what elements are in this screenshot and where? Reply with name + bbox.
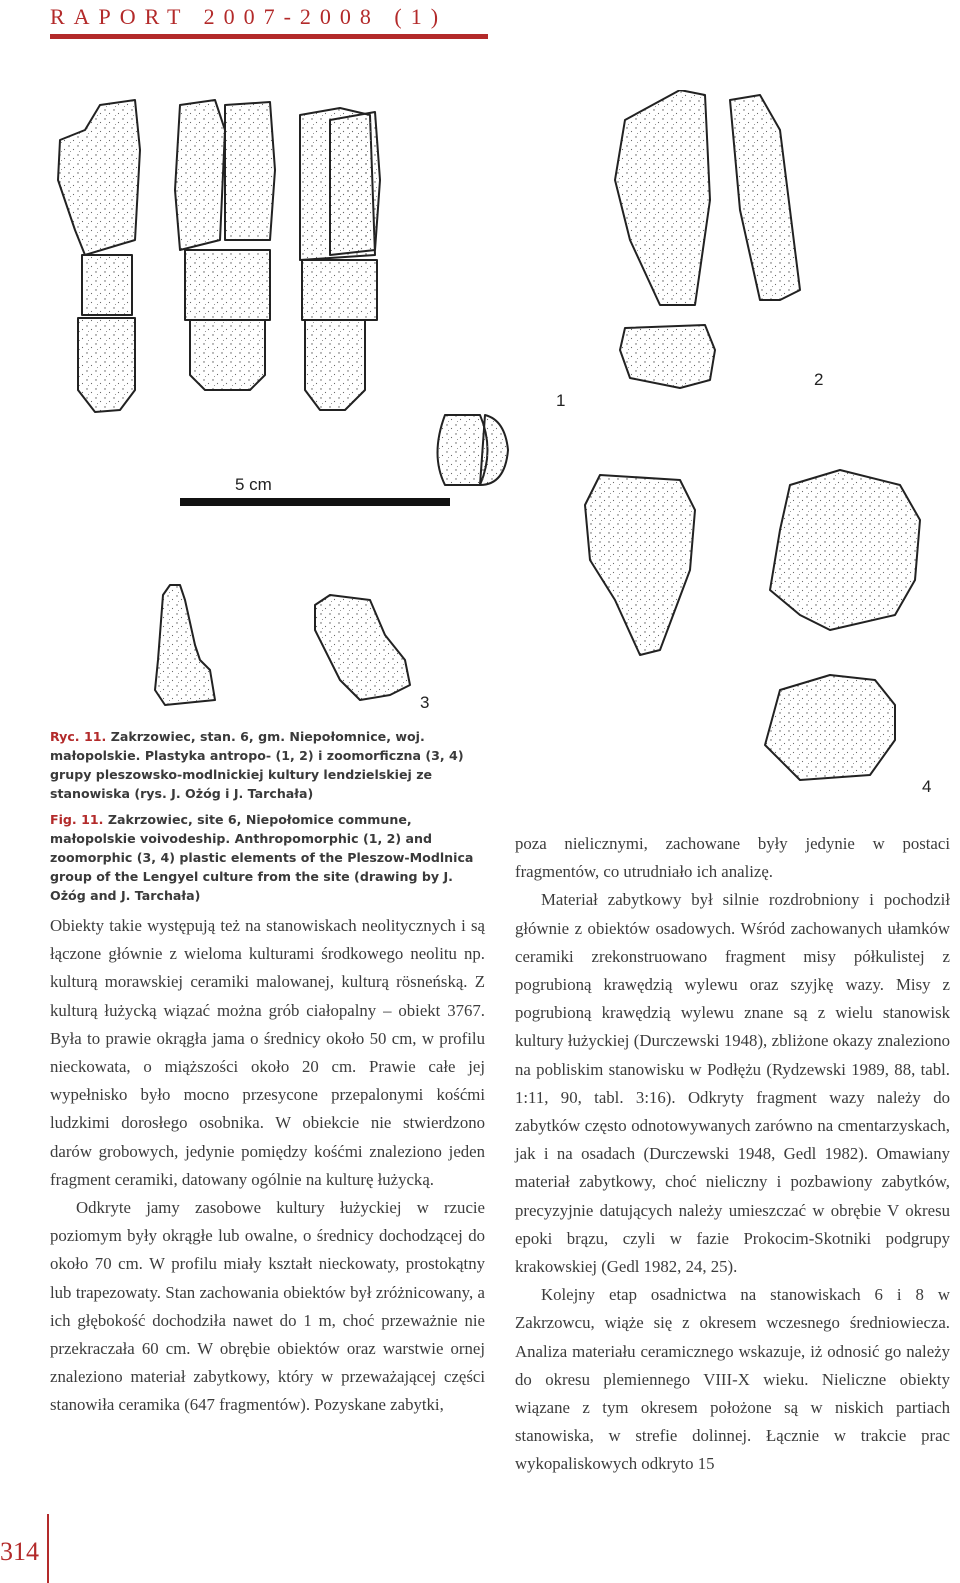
caption-english (50, 810, 490, 905)
page-number-rule (47, 1514, 49, 1583)
caption-english-text: Zakrzowiec, site 6, Niepołomice commune, małopolskie voivodeship. Anthropomorphic (1, 2) and zoomorphic (3, 4) plastic elements of the Pleszow-Modlnica group of the Lengyel culture from the site (drawing by J. Ożóg and J. Tarchała) (50, 812, 474, 903)
artifact-3-drawing (155, 475, 695, 705)
left-text-column (50, 912, 485, 1420)
figure-label-3: 3 (420, 693, 430, 712)
right-paragraph-3: Kolejny etap osadnictwa na stanowiskach 6 i 8 w Zakrzowcu, wiąże się z okresem wczesnego średniowiecza. Analiza materiału ceramicznego wskazuje, iż odnosić go należy do okresu plemiennego VIII-X wieku. Nieliczne obiekty wiązane z tym okresem położone są w niskich partiach stanowiska, w strefie dolinnej. Łącznie w trakcie prac wykopaliskowych odkryto 15 (515, 1285, 950, 1474)
caption-english-label: Fig. 11. (50, 812, 104, 827)
artifact-4-drawing (765, 470, 920, 780)
artifact-drawings-svg (40, 90, 960, 810)
header-rule (50, 34, 488, 39)
left-paragraph-1: Obiekty takie występują też na stanowiskach neolitycznych i są łączone głównie z wieloma kulturami środkowego neolitu np. kulturą morawskiej ceramiki malowanej, kulturą rösneńską. Z kulturą łużycką wiązać można grób ciałopalny – obiekt 3767. Była to prawie okrągła jama o średnicy około 50 cm, w profilu nieckowata, o miąższości około 20 cm. Prawie całe jej wypełnisko było mocno przesycone przepalonymi kośćmi ludzkimi dorosłego osobnika. W obiekcie nie stwierdzono darów grobowych, jedynie pomiędzy kośćmi znaleziono jeden fragment ceramiki, datowany ogólnie na kulturę łużycką. (50, 916, 485, 1189)
caption-polish (50, 727, 490, 803)
right-paragraph-1: poza nielicznymi, zachowane były jedynie w postaci fragmentów, co utrudniało ich analizę. (515, 834, 950, 882)
page-number: 314 (0, 1537, 39, 1566)
figure-drawings (40, 90, 960, 810)
scale-bar-label: 5 cm (235, 475, 272, 494)
caption-polish-text: Zakrzowiec, stan. 6, gm. Niepołomnice, woj. małopolskie. Plastyka antropo- (1, 2) i zoomorficzna (3, 4) grupy pleszowsko-modlnickiej kultury lendzielskiej ze stanowiska (rys. J. Ożóg i J. Tarchała) (50, 729, 464, 801)
figure-label-4: 4 (922, 777, 932, 796)
right-paragraph-2: Materiał zabytkowy był silnie rozdrobniony i pochodził głównie z obiektów osadowych. Wśród zachowanych ułamków ceramiki zrekonstruowano fragment misy półkulistej z pogrubioną krawędzią wylewu oraz szyjkę wazy. Misy z pogrubioną krawędzią wylewu znane są z wielu stanowisk kultury łużyckiej (Durczewski 1948), zbliżone okazy znaleziono na pobliskim stanowisku w Podłężu (Rydzewski 1989, 88, tabl. 1:11, 90, tabl. 3:16). Odkryty fragment wazy należy do zabytków często odnotowywanych zarówno na cmentarzyskach, jak i na osadach (Durczewski 1948, Gedl 1982). Omawiany materiał zabytkowy, choć nieliczny i pozbawiony zabytków, precyzyjnie datujących należy umieszczać w obrębie V okresu epoki brązu, czyli w fazie Prokocim-Skotniki podgrupy krakowskiej (Gedl 1982, 24, 25). (515, 890, 950, 1277)
right-text-column (515, 830, 950, 1479)
figure-label-2: 2 (814, 370, 824, 389)
running-header: RAPORT 2007-2008 (1) (50, 4, 448, 29)
left-paragraph-2: Odkryte jamy zasobowe kultury łużyckiej w rzucie poziomym były okrągłe lub owalne, o średnicy dochodzącej do około 70 cm. W profilu miały kształt nieckowaty, prostokątny lub trapezowaty. Stan zachowania obiektów był zróżnicowany, a ich głębokość dochodziła nawet do 1 m, choć przeważnie nie przekraczała 60 cm. W obrębie obiektów oraz warstwie ornej znaleziono materiał zabytkowy, który w przeważającej części stanowiła ceramika (647 fragmentów). Pozyskane zabytki, (50, 1198, 485, 1415)
artifact-2-drawing (615, 90, 800, 388)
caption-polish-label: Ryc. 11. (50, 729, 107, 744)
scale-bar (180, 475, 450, 506)
artifact-1-drawing (58, 100, 508, 485)
figure-label-1: 1 (556, 391, 566, 410)
